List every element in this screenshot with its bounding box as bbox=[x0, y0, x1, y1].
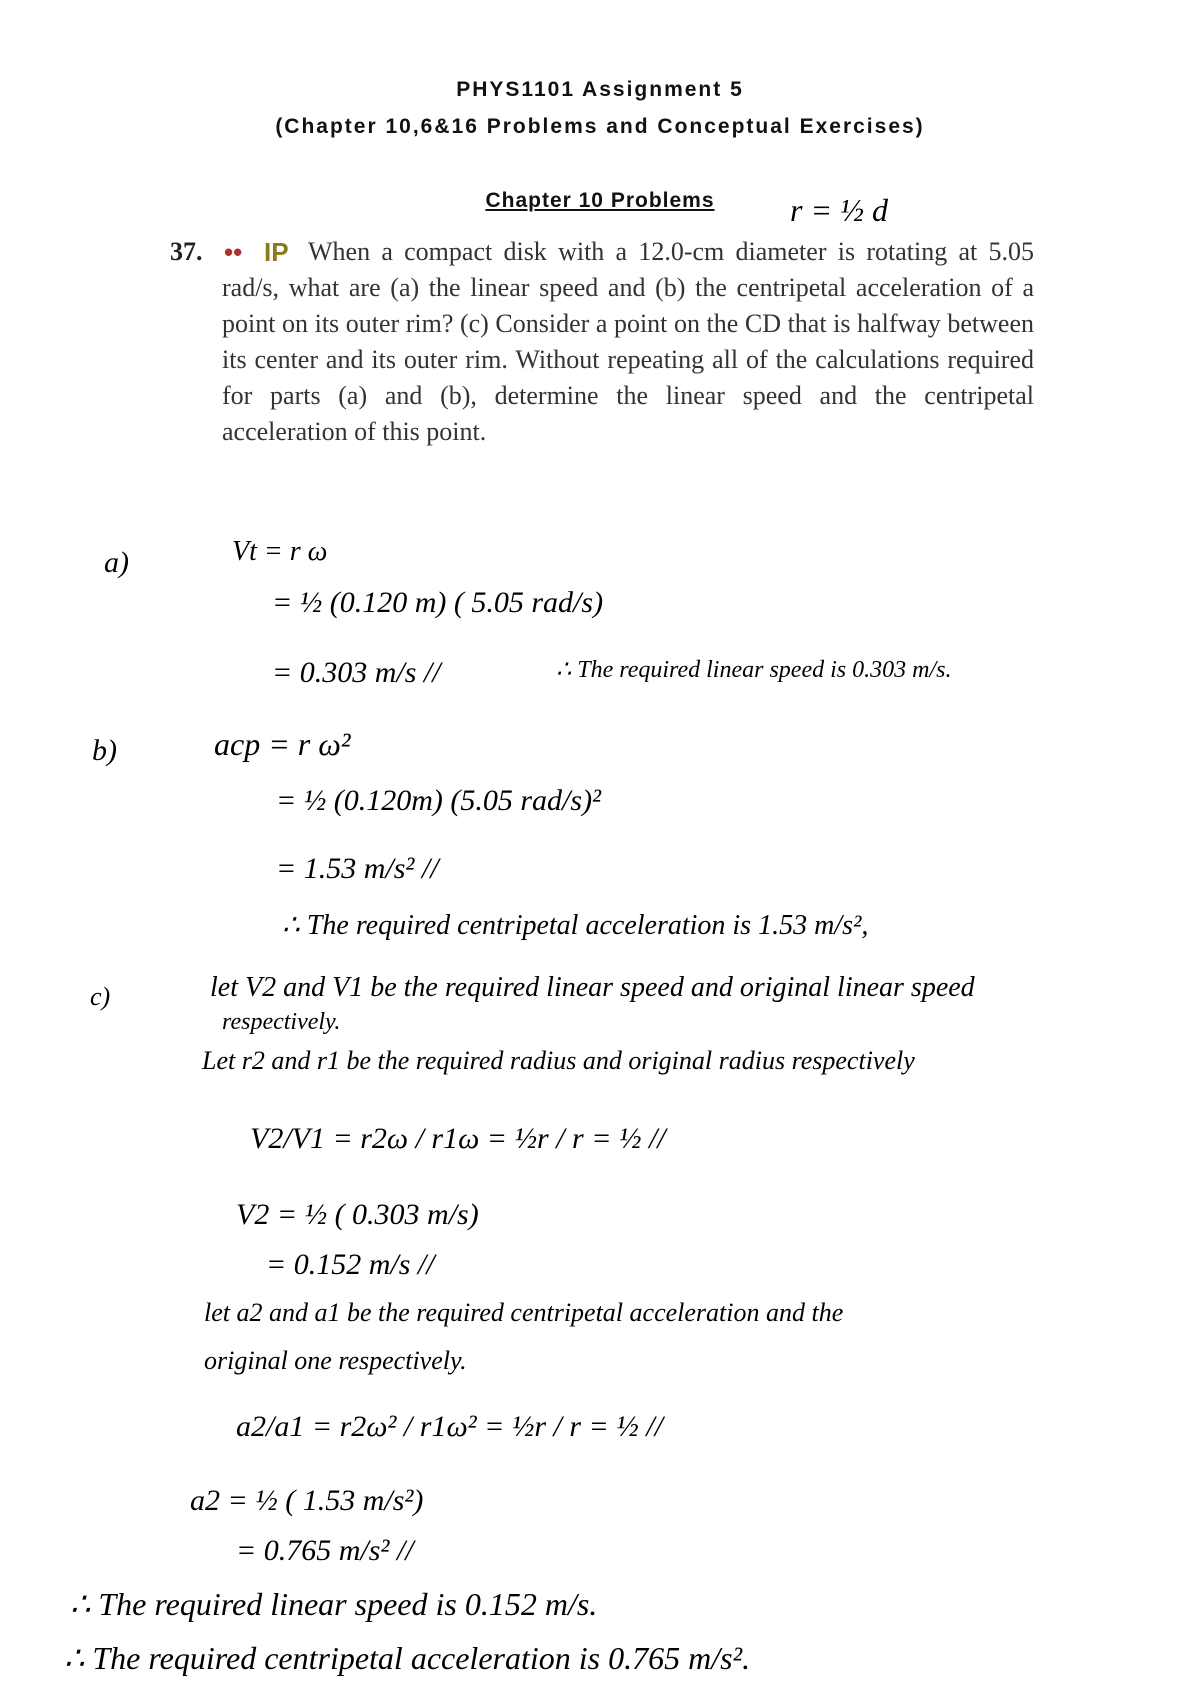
part-c-label: c) bbox=[90, 982, 111, 1011]
part-c-line-5: original one respectively. bbox=[204, 1346, 467, 1375]
assignment-subtitle: (Chapter 10,6&16 Problems and Conceptual Exercises) bbox=[275, 115, 925, 138]
problem-text: When a compact disk with a 12.0-cm diameter is rotating at 5.05 rad/s, what are (a) the linear speed and (b) the centripetal acceleration of a point on its outer rim? (c) Consider a point on the CD that is halfway between its center and its outer rim. Without repeating all of the calculations required for parts (a) and (b), determine the linear speed and the centripetal acceleration of this point. bbox=[222, 237, 1034, 446]
part-c-line-3: Let r2 and r1 be the required radius and original radius respectively bbox=[202, 1046, 915, 1075]
part-a-line-3: = 0.303 m/s // bbox=[272, 656, 441, 689]
part-a-line-2: = ½ (0.120 m) ( 5.05 rad/s) bbox=[272, 586, 604, 619]
part-a-label: a) bbox=[104, 546, 129, 579]
part-c-line-1: let V2 and V1 be the required linear speed and original linear speed bbox=[210, 972, 975, 1003]
part-b-line-3: = 1.53 m/s² // bbox=[276, 852, 439, 885]
acceleration-ratio: a2/a1 = r2ω² / r1ω² = ½r / r = ½ // bbox=[236, 1410, 663, 1443]
part-b-label: b) bbox=[92, 734, 117, 767]
part-c-line-4: let a2 and a1 be the required centripetal acceleration and the bbox=[204, 1298, 844, 1327]
problem-tag: IP bbox=[264, 237, 289, 267]
difficulty-dots: •• bbox=[224, 237, 243, 267]
assignment-title: PHYS1101 Assignment 5 bbox=[456, 78, 744, 101]
a2-line-2: = 0.765 m/s² // bbox=[236, 1534, 414, 1567]
part-a-line-1: Vt = r ω bbox=[232, 536, 328, 567]
part-c-line-2: respectively. bbox=[222, 1009, 341, 1035]
part-b-line-2: = ½ (0.120m) (5.05 rad/s)² bbox=[276, 784, 602, 817]
final-centripetal-acceleration: ∴ The required centripetal acceleration is 0.765 m/s². bbox=[64, 1640, 751, 1676]
v2-line-1: V2 = ½ ( 0.303 m/s) bbox=[236, 1198, 479, 1231]
part-b-line-1: acp = r ω² bbox=[214, 726, 351, 762]
a2-line-1: a2 = ½ ( 1.53 m/s²) bbox=[190, 1484, 424, 1517]
handwritten-radius-note: r = ½ d bbox=[790, 192, 889, 228]
section-heading bbox=[0, 189, 1200, 213]
part-a-conclusion: ∴ The required linear speed is 0.303 m/s. bbox=[556, 657, 952, 683]
section-heading-text: Chapter 10 Problems bbox=[485, 189, 715, 212]
part-b-conclusion: ∴ The required centripetal acceleration is 1.53 m/s², bbox=[282, 910, 869, 941]
velocity-ratio: V2/V1 = r2ω / r1ω = ½r / r = ½ // bbox=[250, 1122, 666, 1155]
v2-line-2: = 0.152 m/s // bbox=[266, 1248, 435, 1281]
problem-number: 37. bbox=[170, 237, 203, 266]
final-linear-speed: ∴ The required linear speed is 0.152 m/s. bbox=[70, 1586, 598, 1622]
problem-statement bbox=[222, 234, 1034, 450]
